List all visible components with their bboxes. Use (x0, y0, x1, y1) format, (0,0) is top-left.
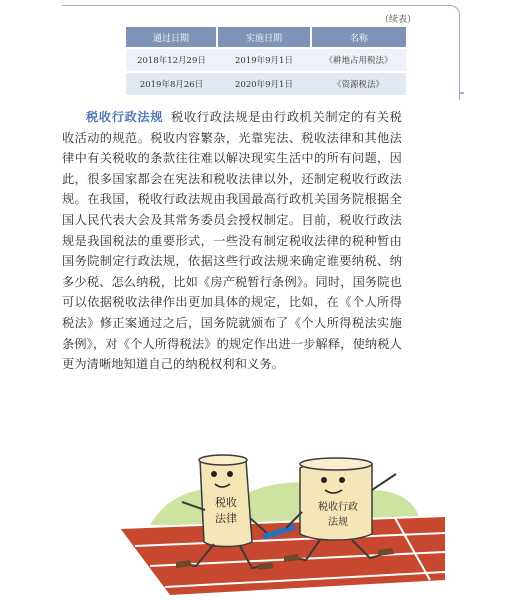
table-cell: 2019年9月1日 (217, 48, 311, 72)
tax-law-table (126, 27, 406, 95)
column-header-effective-date: 实施日期 (217, 27, 311, 48)
table-cell: 2020年9月1日 (217, 72, 311, 95)
section-heading: 税收行政法规 (86, 110, 164, 124)
eye (339, 477, 345, 483)
tax-law-label-line1: 税收 (215, 496, 237, 509)
table-row (126, 72, 406, 95)
eye (211, 471, 217, 477)
scroll-body (300, 461, 372, 540)
tax-admin-regulation-label-line2: 法规 (328, 517, 348, 528)
eye (321, 477, 327, 483)
page-corner-tick (460, 92, 464, 94)
table-header-row (126, 27, 406, 48)
table-row (126, 48, 406, 72)
table-cell: 《资源税法》 (311, 72, 406, 95)
relay-race-illustration (0, 430, 506, 600)
arm (372, 474, 396, 490)
scroll-top (199, 455, 247, 465)
tax-law-label-line2: 法律 (215, 512, 237, 525)
section-body: 税收行政法规是由行政机关制定的有关税收活动的规范。税收内容繁杂，光靠宪法、税收法律和其他法律中有关税收的条款往往难以解决现实生活中的所有问题，因此，很多国家都会在宪法和税收法律以外，还制定税收行政法规。在我国，税收行政法规由我国最高行政机关国务院根据全国人民代表大会及其常务委员会授权制定。目前，税收行政法规是我国税法的重要形式，一些没有制定税收法律的税种暂由国务院制定行政法规，依据这些行政法规来确定谁要纳税、纳多少税、怎么纳税，比如《房产税暂行条例》。同时，国务院也可以依据税收法律作出更加具体的规定，比如，在《个人所得税法》修正案通过之后，国务院就颁布了《个人所得税法实施条例》，对《个人所得税法》的规定作出进一步解释，使纳税人更为清晰地知道自己的纳税权利和义务。 (62, 110, 403, 372)
tax-admin-regulation-label-line1: 税收行政 (318, 502, 358, 513)
column-header-name: 名称 (311, 27, 406, 48)
eye (227, 471, 233, 477)
tax-admin-regulation-paragraph (62, 107, 402, 375)
scroll-top (300, 458, 372, 470)
table-cell: 2019年8月26日 (126, 72, 217, 95)
column-header-passed-date: 通过日期 (126, 27, 217, 48)
table-cell: 《耕地占用税法》 (311, 48, 406, 72)
table-cell: 2018年12月29日 (126, 48, 217, 72)
continued-label: （续表） (380, 15, 417, 25)
